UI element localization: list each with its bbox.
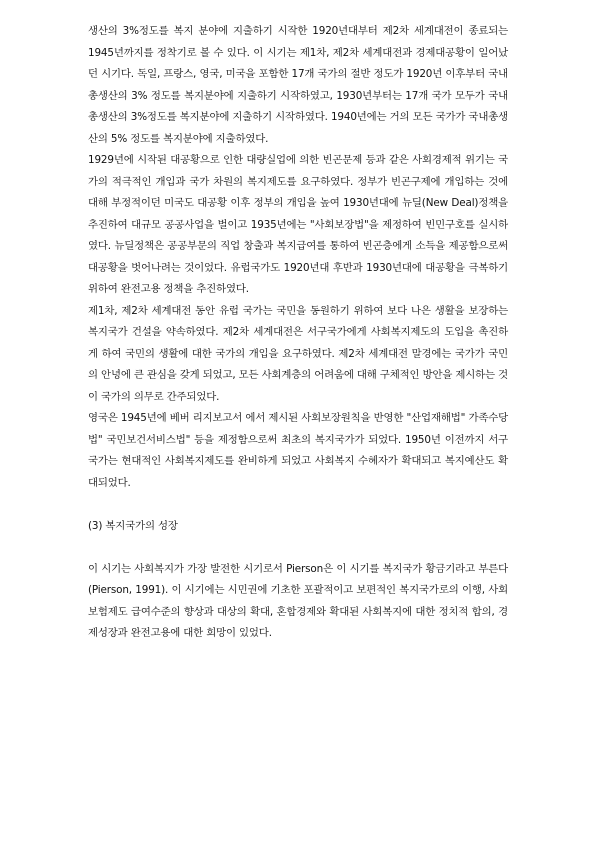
document-body: [88, 21, 508, 645]
paragraph-settlement-period: 생산의 3%정도를 복지 분야에 지출하기 시작한 1920년대부터 제2차 세계대전이 종료되는 1945년까지를 정착기로 볼 수 있다. 이 시기는 제1차, 제2차 세계대전과 경제대공황이 일어났던 시기다. 독일, 프랑스, 영국, 미국을 포함한 17개 국가의 절반 정도가 1920년 이후부터 국내총생산의 3% 정도를 복지분야에 지출하기 시작하였고, 1930년부터는 17개 국가 모두가 국내총생산의 3%정도를 복지분야에 지출하기 시작하였다. 1940년에는 거의 모든 국가가 국내총생산의 5% 정도를 복지분야에 지출하였다.: [88, 25, 508, 145]
paragraph-world-wars: 제1차, 제2차 세계대전 동안 유럽 국가는 국민을 동원하기 위하여 보다 나은 생활을 보장하는 복지국가 건설을 약속하였다. 제2차 세계대전은 서구국가에게 사회복지제도의 도입을 촉진하게 하여 국민의 생활에 대한 국가의 개입을 요구하였다. 제2차 세계대전 말경에는 국가가 국민의 안녕에 큰 관심을 갖게 되었고, 모든 사회계층의 어려움에 대해 구체적인 방안을 제시하는 것이 국가의 의무로 간주되었다.: [88, 304, 508, 403]
section-heading: (3) 복지국가의 성장: [88, 519, 178, 532]
paragraph-golden-age: 이 시기는 사회복지가 가장 발전한 시기로서 Pierson은 이 시기를 복지국가 황금기라고 부른다(Pierson, 1991). 이 시기에는 시민권에 기초한 포괄적이고 보편적인 복지국가로의 이행, 사회보험제도 급여수준의 향상과 대상의 확대, 혼합경제와 확대된 사회복지에 대한 정치적 합의, 경제성장과 완전고용에 대한 희망이 있었다.: [88, 562, 508, 639]
paragraph-britain-welfare-state: 영국은 1945년에 베버 리지보고서 에서 제시된 사회보장원칙을 반영한 "산업재해법" 가족수당법" 국민보건서비스법" 등을 제정함으로써 최초의 복지국가가 되었다. 1950년 이전까지 서구국가는 현대적인 사회복지제도를 완비하게 되었고 사회복지 수혜자가 확대되고 복지예산도 확대되었다.: [88, 412, 508, 489]
paragraph-great-depression: 1929년에 시작된 대공황으로 인한 대량실업에 의한 빈곤문제 등과 같은 사회경제적 위기는 국가의 적극적인 개입과 국가 차원의 복지제도를 요구하였다. 정부가 빈곤구제에 개입하는 것에 대해 부정적이던 미국도 대공황 이후 정부의 개입을 높여 1930년대에 뉴딜(New Deal)정책을 추진하여 대규모 공공사업을 벌이고 1935년에는 "사회보장법"을 제정하여 빈민구호를 실시하였다. 뉴딜정책은 공공부문의 직업 창출과 복지급여를 통하여 빈곤층에게 소득을 제공함으로써 대공황을 벗어나려는 것이었다. 유럽국가도 1920년대 후반과 1930년대에 대공황을 극복하기 위하여 완전고용 정책을 추진하였다.: [88, 154, 508, 295]
